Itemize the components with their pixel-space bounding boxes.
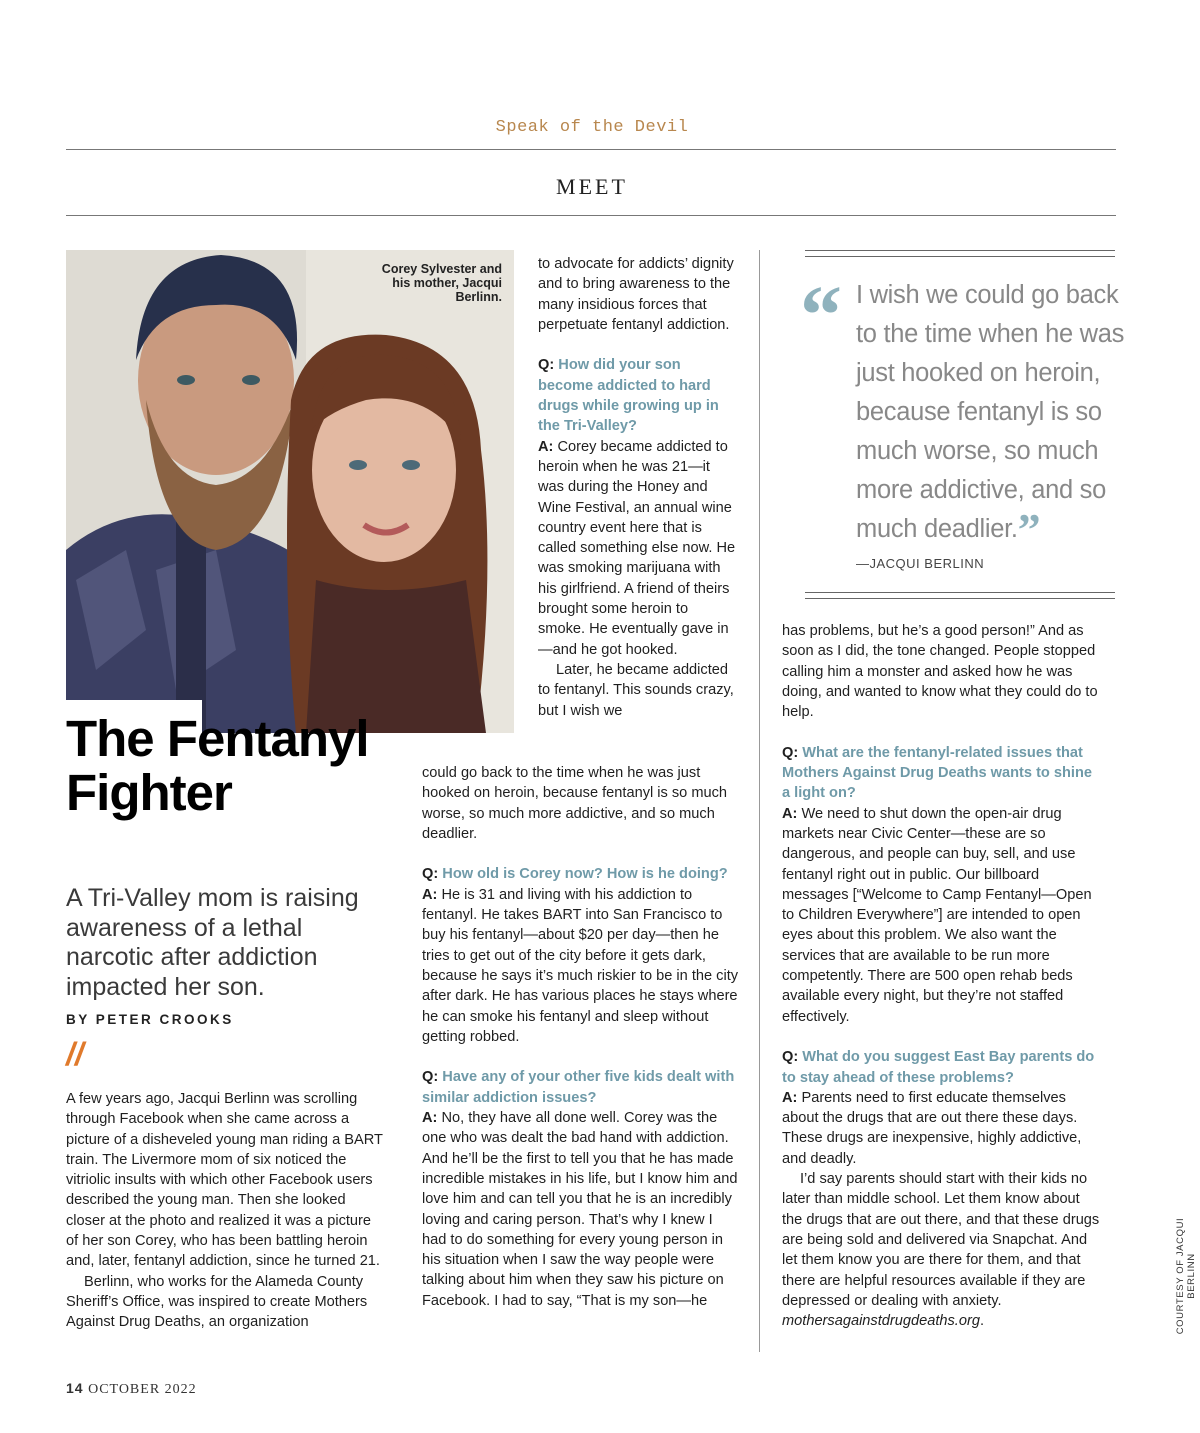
answer-1	[538, 437, 738, 660]
question-4	[782, 743, 1102, 804]
question-1	[538, 355, 738, 436]
a-marker: A:	[782, 805, 798, 822]
q-marker: Q:	[538, 357, 555, 374]
header-rule-top	[66, 149, 1116, 150]
paragraph: could go back to the time when he was just hooked on heroin, because fentanyl is so much worse, so much more addictive, and so much deadlier.	[422, 765, 728, 842]
answer-2	[422, 885, 740, 1047]
article-title: The Fentanyl Fighter	[66, 710, 369, 821]
q-marker: Q:	[422, 1069, 439, 1086]
photo-credit: COURTESY OF JACQUI BERLINN	[1175, 1217, 1197, 1335]
answer-text: He is 31 and living with his addiction to fentanyl. He takes BART into San Francisco to buy his fentanyl—about $20 per day—then he tries to get out of the city before it gets dark, because he says it’s much riskier to be in the city after dark. He has various places he stays where he can smoke his fentanyl and sleep without getting robbed.	[422, 886, 739, 1045]
section-label: MEET	[556, 174, 628, 199]
question-text: What do you suggest East Bay parents do to stay ahead of these problems?	[782, 1049, 1095, 1086]
pullquote-rule	[805, 592, 1115, 593]
question-text: How did your son become addicted to hard drugs while growing up in the Tri-Valley?	[538, 357, 719, 435]
header-rule-bottom	[66, 215, 1116, 216]
paragraph: Berlinn, who works for the Alameda County Sheriff’s Office, was inspired to create Mothers Against Drug Deaths, an organization	[66, 1273, 368, 1331]
photo-caption: Corey Sylvester and his mother, Jacqui Berlinn.	[381, 262, 502, 304]
page-number: 14	[66, 1380, 84, 1396]
paragraph-text: I’d say parents should start with their kids no later than middle school. Let them know about the drugs that are out there, and that these drugs are being sold and delivered via Snapchat. And let them know you are there for them, and that there are helpful resources available if they are depressed or dealing with anxiety.	[782, 1171, 1100, 1309]
issue-date: OCTOBER 2022	[88, 1382, 197, 1397]
pullquote-rule	[805, 598, 1115, 599]
pullquote-rule	[805, 256, 1115, 257]
pullquote-rule	[805, 250, 1115, 251]
portrait-illustration	[66, 250, 514, 733]
answer-text: No, they have all done well. Corey was the one who was dealt the bad hand with addiction. And he’ll be the first to tell you that he has made incredible mistakes in his life, but I know him and love him and can tell you that he is an incredibly loving and caring person. That’s why I knew I had to do something for every young person in his situation when I saw the way people were talking about him when they saw his picture on Facebook. I had to say, “That is my son—he	[422, 1110, 738, 1309]
paragraph: to advocate for addicts’ dignity and to bring awareness to the many insidious forces that perpetuate fentanyl addiction.	[538, 256, 734, 333]
column-1	[66, 1089, 386, 1333]
a-marker: A:	[538, 438, 554, 455]
question-2	[422, 864, 740, 884]
answer-5	[782, 1088, 1102, 1169]
pullquote	[856, 276, 1126, 555]
article-dek: A Tri-Valley mom is raising awareness of a lethal narcotic after addiction impacted her son.	[66, 884, 359, 1001]
question-text: How old is Corey now? How is he doing?	[442, 866, 728, 883]
open-quote-icon: “	[800, 269, 842, 362]
column-divider	[759, 250, 760, 1352]
running-head: Speak of the Devil	[495, 118, 689, 137]
q-marker: Q:	[782, 1049, 799, 1066]
feature-photo	[66, 250, 514, 733]
column-2-upper	[538, 254, 738, 721]
answer-3	[422, 1108, 740, 1311]
paragraph	[782, 1169, 1102, 1331]
answer-text: Corey became addicted to heroin when he was 21—it was during the Honey and Wine Festival, an annual wine country event here that is called something else now. He was smoking marijuana with his girlfriend. A friend of theirs brought some heroin to smoke. He eventually gave in—and he got hooked.	[538, 438, 736, 658]
question-text: What are the fentanyl-related issues that Mothers Against Drug Deaths wants to shine a light on?	[782, 744, 1093, 802]
answer-text: Parents need to first educate themselves about the drugs that are out there these days. These drugs are inexpensive, highly addictive, and deadly.	[782, 1089, 1082, 1167]
folio	[66, 1380, 197, 1398]
question-text: Have any of your other five kids dealt with similar addiction issues?	[422, 1069, 735, 1106]
close-quote-icon: ”	[1017, 504, 1041, 555]
punctuation: .	[979, 1313, 985, 1330]
paragraph: Later, he became addicted to fentanyl. This sounds crazy, but I wish we	[538, 661, 734, 719]
paragraph: has problems, but he’s a good person!” And as soon as I did, the tone changed. People stopped calling him a monster and asked how he was doing, and wanted to know what they could do to help.	[782, 623, 1098, 721]
column-2-lower	[422, 763, 740, 1311]
a-marker: A:	[422, 1110, 438, 1127]
a-marker: A:	[782, 1089, 798, 1106]
column-3	[782, 621, 1102, 1331]
q-marker: Q:	[782, 744, 799, 761]
answer-text: We need to shut down the open-air drug markets near Civic Center—these are so dangerous, and people can buy, sell, and use fentanyl right out in public. Our billboard messages [“Welcome to Camp Fentanyl—Open to Children Everywhere”] are intended to open eyes about this problem. We also want the services that are available to be run more competently. There are 500 open rehab beds available every night, but they’re not staffed effectively.	[782, 805, 1092, 1025]
pullquote-attribution: —JACQUI BERLINN	[856, 556, 985, 571]
question-3	[422, 1067, 740, 1108]
paragraph: A few years ago, Jacqui Berlinn was scrolling through Facebook when she came across a picture of a disheveled young man riding a BART train. The Livermore mom of six noticed the vitriolic insults with which other Facebook users described the young man. Then she looked closer at the photo and realized it was a picture of her son Corey, who has been battling heroin and, later, fentanyl addiction, since he turned 21.	[66, 1091, 383, 1270]
ornament: //	[66, 1036, 84, 1072]
pullquote-text: I wish we could go back to the time when he was just hooked on heroin, because fentanyl is so much worse, so much more addictive, and so much deadlier.	[856, 281, 1125, 543]
byline: BY PETER CROOKS	[66, 1012, 234, 1027]
website-link[interactable]: mothersagainstdrugdeaths.org	[782, 1313, 980, 1330]
question-5	[782, 1047, 1102, 1088]
q-marker: Q:	[422, 866, 439, 883]
answer-4	[782, 804, 1102, 1027]
a-marker: A:	[422, 886, 438, 903]
